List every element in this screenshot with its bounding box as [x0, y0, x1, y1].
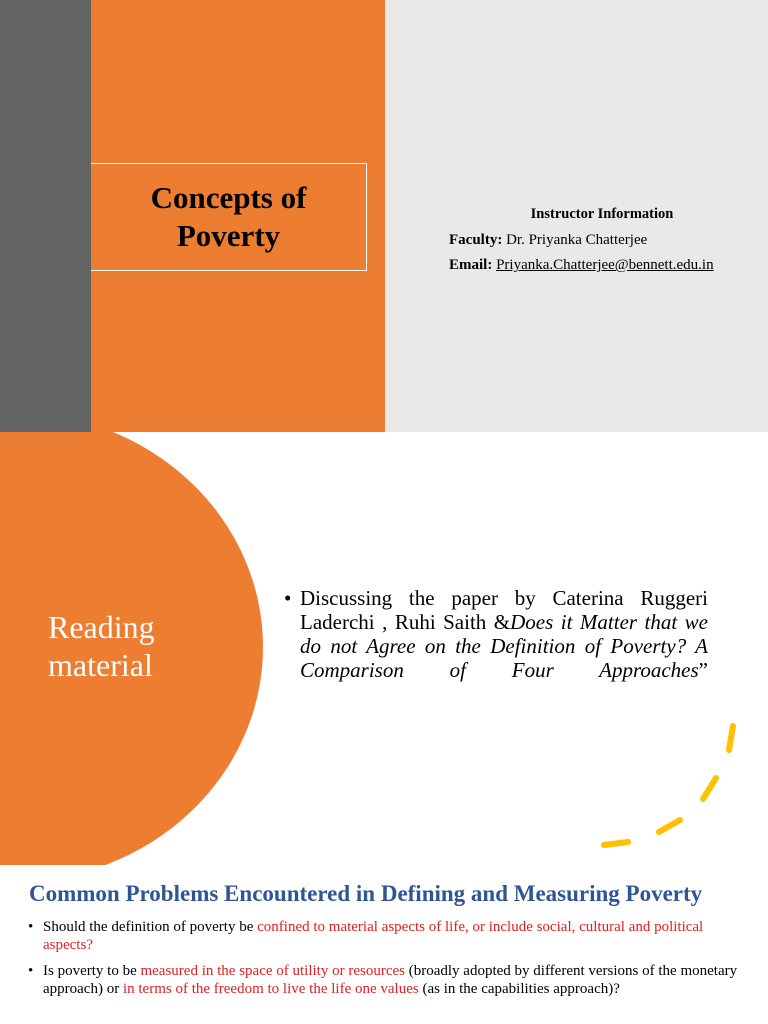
- dash-1: [729, 726, 733, 750]
- instructor-info: [449, 204, 749, 278]
- decorative-dashed-arc: [0, 432, 768, 865]
- item-emphasis: confined to material aspects of life, or include social, cultural and political aspects?: [43, 919, 704, 953]
- faculty-label: Faculty:: [449, 232, 503, 248]
- closing-quote: ”: [698, 658, 708, 682]
- list-item: [28, 918, 740, 954]
- item-text: (as in the capabilities approach)?: [418, 981, 620, 997]
- dash-3: [659, 820, 680, 832]
- bullet-plain-text: Discussing the paper by Caterina Ruggeri Laderchi , Ruhi Saith &: [300, 586, 708, 634]
- item-text: Should the definition of poverty be: [43, 919, 258, 935]
- email-link[interactable]: Priyanka.Chatterjee@bennett.edu.in: [496, 257, 714, 273]
- email-row: [449, 253, 749, 278]
- item-emphasis: measured in the space of utility or resources: [140, 963, 405, 979]
- item-text: Is poverty to be: [43, 963, 141, 979]
- bullet-dot: •: [28, 963, 34, 979]
- reading-material-slide: [0, 432, 768, 865]
- instructor-heading: Instructor Information: [530, 206, 674, 222]
- title-line-1: Concepts of: [150, 180, 307, 215]
- title-line-2: Poverty: [176, 218, 281, 253]
- title-slide: [0, 0, 768, 432]
- faculty-value: Dr. Priyanka Chatterjee: [502, 232, 648, 248]
- bullet-dot: •: [28, 919, 34, 935]
- list-item: [28, 962, 740, 998]
- item-emphasis: in terms of the freedom to live the life one values: [122, 981, 419, 997]
- gray-side-bar: [0, 0, 91, 432]
- faculty-row: [449, 228, 749, 253]
- problems-list: [28, 918, 740, 1006]
- title-frame: [91, 163, 367, 271]
- paper-title: Does it Matter that we do not Agree on the Definition of Poverty? A Comparison of Four Approaches: [300, 610, 709, 682]
- email-label: Email:: [449, 257, 493, 273]
- slide-title: [114, 179, 344, 255]
- item-text: (broadly adopted by different versions of the monetary approach) or: [43, 963, 738, 997]
- bullet-dot: •: [284, 586, 292, 610]
- common-problems-slide: [0, 865, 768, 1024]
- dash-4: [604, 842, 628, 845]
- dash-2: [703, 778, 716, 799]
- section-label-line-1: Reading: [48, 609, 155, 645]
- section-label-line-2: material: [48, 647, 153, 683]
- slide-heading: Common Problems Encountered in Defining and Measuring Poverty: [29, 881, 703, 906]
